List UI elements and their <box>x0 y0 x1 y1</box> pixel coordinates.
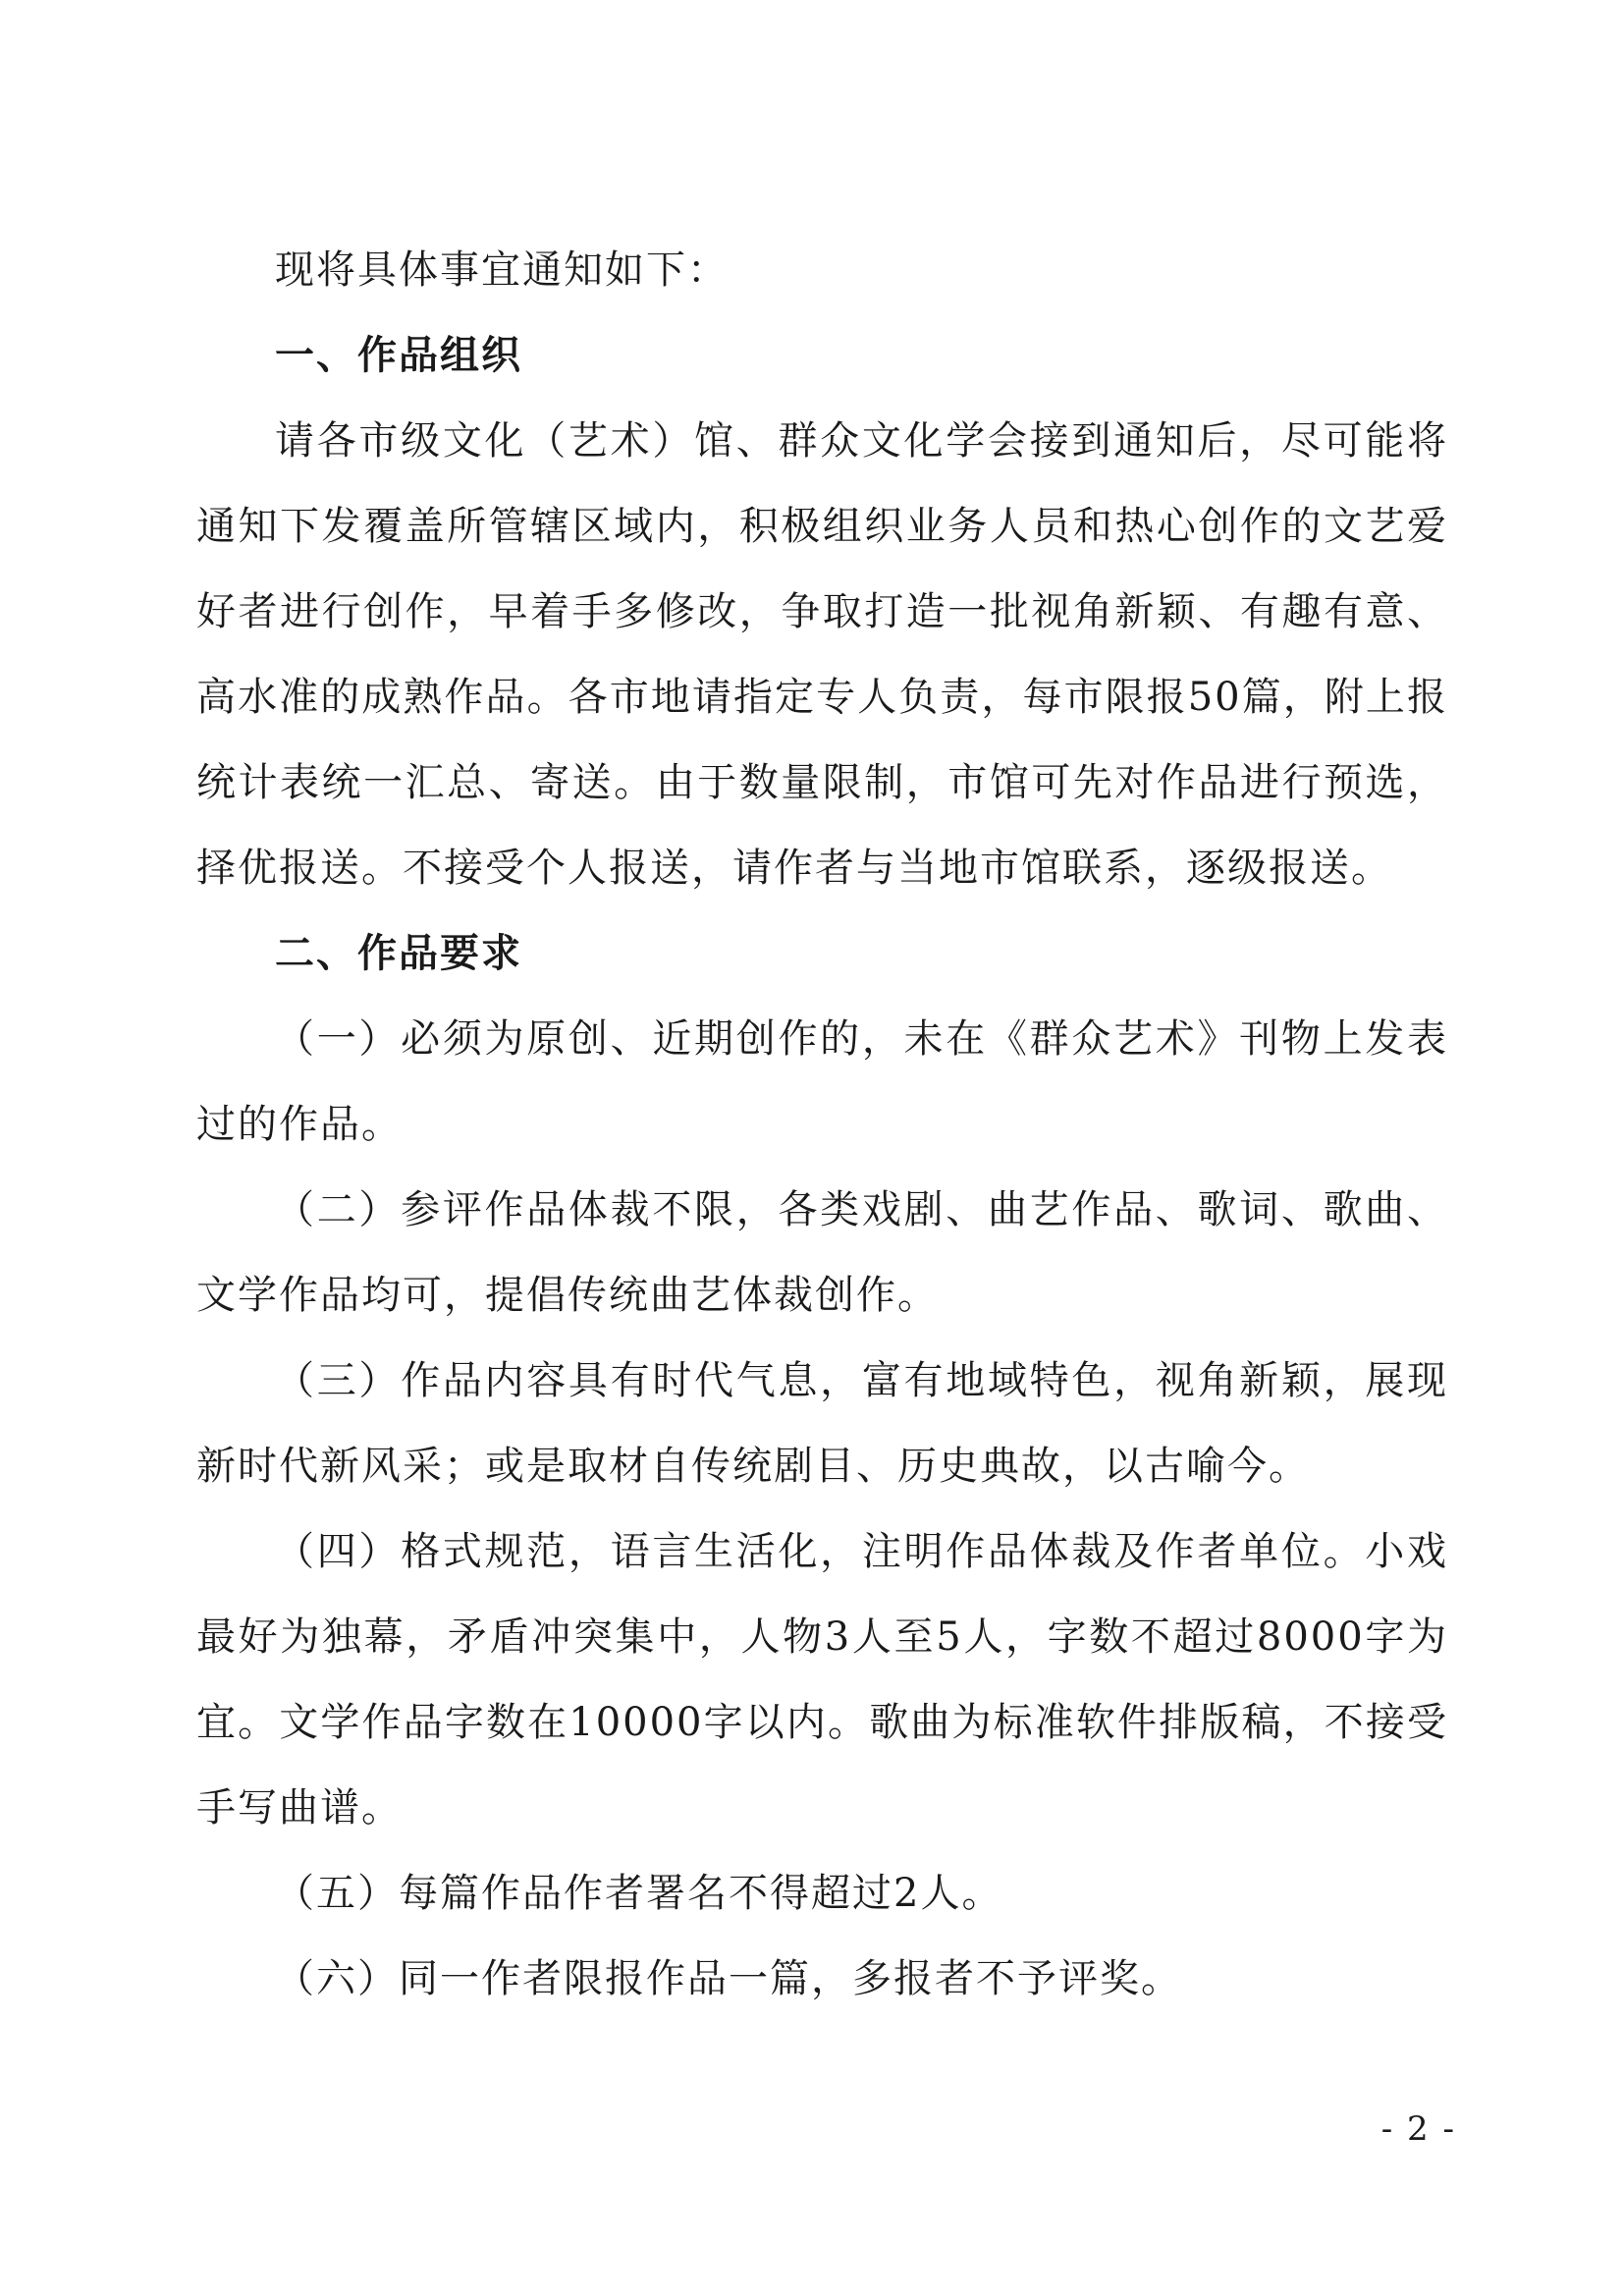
requirement-item-2: （二）参评作品体裁不限，各类戏剧、曲艺作品、歌词、歌曲、文学作品均可，提倡传统曲艺体裁创作。 <box>196 1187 1448 1318</box>
section-heading-work-organization: 一、作品组织 <box>275 333 522 378</box>
requirement-item-5: （五）每篇作品作者署名不得超过2人。 <box>275 1871 1003 1916</box>
requirement-item-3: （三）作品内容具有时代气息，富有地域特色，视角新颖，展现新时代新风采；或是取材自传统剧目、历史典故，以古喻今。 <box>196 1358 1448 1489</box>
requirement-item-4: （四）格式规范，语言生活化，注明作品体裁及作者单位。小戏最好为独幕，矛盾冲突集中，人物3人至5人，字数不超过8000字为宜。文学作品字数在10000字以内。歌曲为标准软件排版稿，不接受手写曲谱。 <box>196 1529 1448 1831</box>
page-number: - 2 - <box>1380 2109 1456 2149</box>
requirement-item-1: （一）必须为原创、近期创作的，未在《群众艺术》刊物上发表过的作品。 <box>196 1016 1448 1147</box>
document-body <box>196 228 1448 2022</box>
organization-paragraph: 请各市级文化（艺术）馆、群众文化学会接到通知后，尽可能将通知下发覆盖所管辖区域内，积极组织业务人员和热心创作的文艺爱好者进行创作，早着手多修改，争取打造一批视角新颖、有趣有意、高水准的成熟作品。各市地请指定专人负责，每市限报50篇，附上报统计表统一汇总、寄送。由于数量限制，市馆可先对作品进行预选，择优报送。不接受个人报送，请作者与当地市馆联系，逐级报送。 <box>196 418 1448 891</box>
section-heading-work-requirements: 二、作品要求 <box>275 931 522 976</box>
requirement-item-6: （六）同一作者限报作品一篇，多报者不予评奖。 <box>275 1956 1182 2001</box>
intro-paragraph: 现将具体事宜通知如下： <box>275 247 729 293</box>
